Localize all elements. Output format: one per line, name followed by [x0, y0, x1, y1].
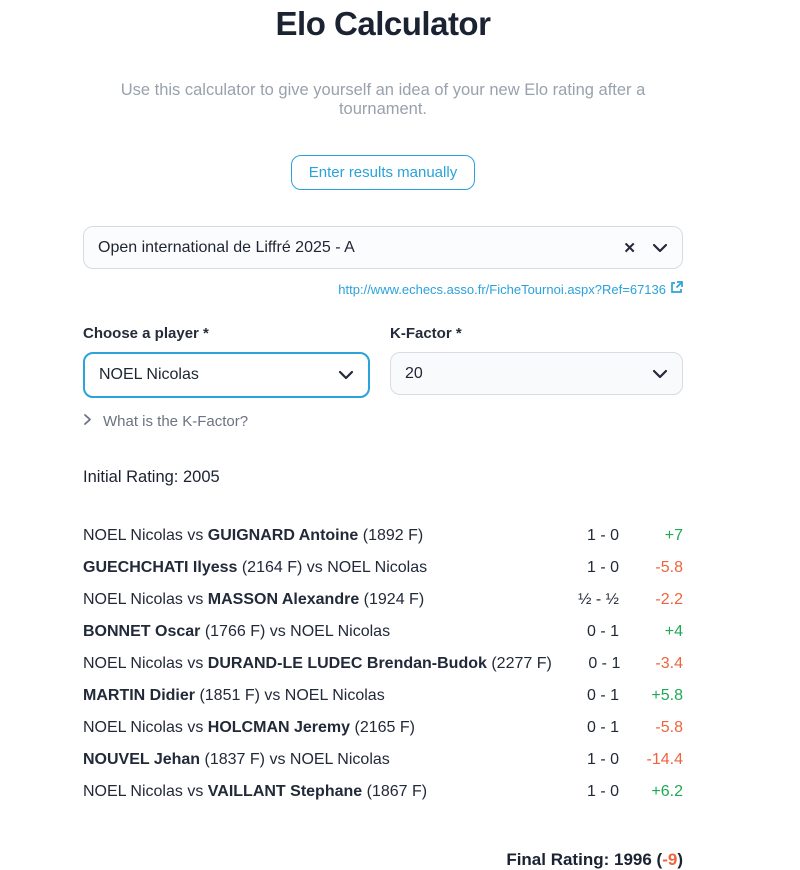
player-field-label: Choose a player *: [83, 325, 209, 342]
kfactor-field: [390, 325, 683, 398]
game-row: [83, 680, 683, 712]
game-players-post: (2165 F): [350, 719, 415, 736]
game-row: [83, 552, 683, 584]
game-opponent-name: MASSON Alexandre: [207, 591, 360, 608]
game-score: 0 - 1: [586, 719, 619, 736]
clear-icon[interactable]: ✕: [623, 239, 636, 257]
fields-row: [83, 325, 683, 398]
game-players-pre: NOEL Nicolas vs: [83, 719, 208, 736]
game-rating-delta: +6.2: [651, 783, 683, 800]
game-rating-delta: -2.2: [655, 591, 683, 608]
game-opponent-name: GUIGNARD Antoine: [207, 527, 359, 544]
tournament-link[interactable]: [338, 281, 683, 297]
game-opponent-name: HOLCMAN Jeremy: [207, 719, 351, 736]
tournament-link-row: [83, 281, 683, 297]
game-row: [83, 776, 683, 808]
game-players-post: (1851 F) vs NOEL Nicolas: [195, 687, 385, 704]
game-score: 1 - 0: [586, 527, 619, 544]
final-rating-value: 1996: [613, 850, 652, 869]
game-opponent-name: NOUVEL Jehan: [83, 751, 201, 768]
game-opponent-name: MARTIN Didier: [83, 687, 195, 704]
page-subtitle: Use this calculator to give yourself an idea of your new Elo rating after a tournament.: [120, 81, 646, 118]
game-score: ½ - ½: [578, 591, 619, 608]
game-rating-delta: +4: [664, 623, 683, 640]
game-score: 1 - 0: [586, 751, 619, 768]
kfactor-help-toggle[interactable]: [83, 413, 683, 430]
game-score: 0 - 1: [588, 655, 621, 672]
game-players-pre: NOEL Nicolas vs: [83, 655, 208, 672]
game-players: [83, 655, 552, 673]
elo-calculator-page: [83, 0, 683, 870]
game-rating-delta: -3.4: [655, 655, 683, 672]
game-rating-delta: +7: [664, 527, 683, 544]
game-players: [83, 623, 549, 641]
chevron-down-icon[interactable]: [652, 369, 668, 379]
game-players: [83, 719, 549, 737]
games-list: [83, 520, 683, 808]
game-score: 1 - 0: [586, 559, 619, 576]
game-players-post: (2164 F) vs NOEL Nicolas: [237, 559, 428, 576]
game-players: [83, 783, 549, 801]
game-score: 1 - 0: [586, 783, 619, 800]
game-row: [83, 616, 683, 648]
game-players: [83, 527, 549, 545]
game-score: 0 - 1: [586, 687, 619, 704]
initial-rating: Initial Rating: 2005: [83, 468, 220, 486]
game-rating-delta: -5.8: [655, 559, 683, 576]
game-opponent-name: DURAND-LE LUDEC Brendan-Budok: [207, 655, 487, 672]
game-players: [83, 687, 549, 705]
game-row: [83, 712, 683, 744]
tournament-select-value: Open international de Liffré 2025 - A: [98, 238, 355, 256]
final-rating-row: [83, 850, 683, 870]
game-players-post: (1766 F) vs NOEL Nicolas: [200, 623, 391, 640]
final-rating-label: Final Rating:: [506, 850, 614, 869]
game-players-post: (1867 F): [362, 783, 428, 800]
player-field: [83, 325, 370, 398]
manual-entry-row: [83, 155, 683, 190]
final-rating-paren-open: (: [651, 850, 663, 869]
kfactor-select-value: 20: [405, 364, 423, 382]
game-row: [83, 584, 683, 616]
chevron-down-icon[interactable]: [652, 243, 668, 253]
enter-results-manually-button[interactable]: Enter results manually: [291, 155, 475, 190]
tournament-select[interactable]: [83, 226, 683, 269]
final-rating-delta: -9: [662, 850, 678, 869]
game-players-post: (1924 F): [359, 591, 425, 608]
chevron-down-icon[interactable]: [338, 370, 354, 380]
game-rating-delta: -14.4: [646, 751, 683, 768]
page-title: Elo Calculator: [275, 5, 491, 42]
game-players: [83, 559, 549, 577]
game-players-post: (1837 F) vs NOEL Nicolas: [200, 751, 390, 768]
kfactor-field-label: K-Factor *: [390, 325, 462, 342]
game-players: [83, 751, 549, 769]
game-opponent-name: VAILLANT Stephane: [207, 783, 363, 800]
external-link-icon: [670, 281, 683, 297]
game-players-post: (2277 F): [486, 655, 552, 672]
game-players-post: (1892 F): [358, 527, 424, 544]
kfactor-help-label: What is the K-Factor?: [103, 413, 249, 430]
tournament-link-text: http://www.echecs.asso.fr/FicheTournoi.aspx?Ref=67136: [338, 281, 666, 297]
chevron-right-icon: [83, 413, 92, 430]
final-rating-paren-close: ): [677, 850, 683, 869]
game-row: [83, 744, 683, 776]
player-select-value: NOEL Nicolas: [99, 366, 199, 383]
kfactor-select[interactable]: [390, 352, 683, 395]
game-players: [83, 591, 549, 609]
game-players-pre: NOEL Nicolas vs: [83, 527, 208, 544]
player-select[interactable]: [83, 352, 370, 398]
game-score: 0 - 1: [586, 623, 619, 640]
game-row: [83, 520, 683, 552]
game-rating-delta: +5.8: [651, 687, 683, 704]
game-rating-delta: -5.8: [655, 719, 683, 736]
game-players-pre: NOEL Nicolas vs: [83, 783, 208, 800]
game-opponent-name: BONNET Oscar: [83, 623, 201, 640]
game-row: [83, 648, 683, 680]
game-players-pre: NOEL Nicolas vs: [83, 591, 208, 608]
game-opponent-name: GUECHCHATI Ilyess: [83, 559, 238, 576]
